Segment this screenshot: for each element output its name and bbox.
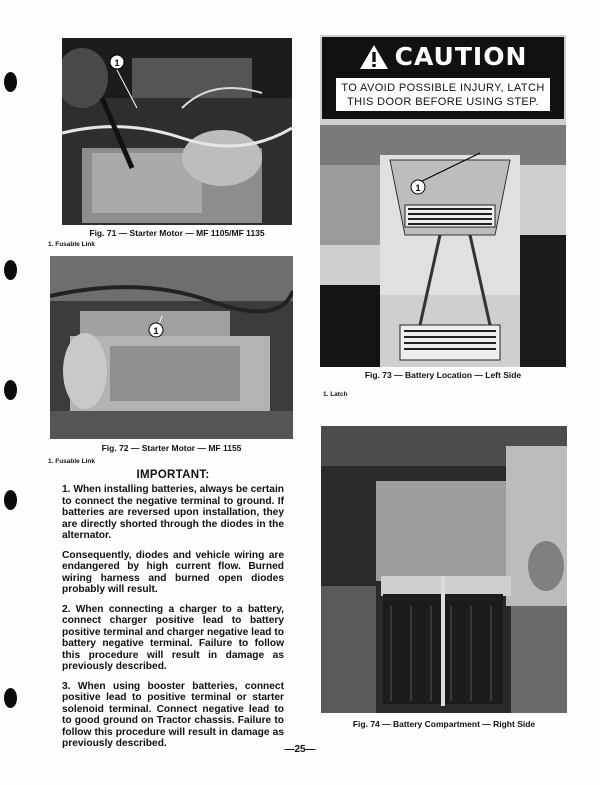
fig-73-callout: 1	[415, 183, 421, 193]
binder-hole	[4, 72, 17, 92]
important-text	[62, 484, 284, 758]
fig-71-caption: Fig. 71 — Starter Motor — MF 1105/MF 1135	[89, 228, 265, 238]
warning-triangle-icon	[359, 44, 389, 70]
caution-title: CAUTION	[394, 42, 528, 71]
binder-hole	[4, 688, 17, 708]
fig-72-legend: 1. Fusable Link	[48, 458, 95, 465]
paragraph: 3. When using booster batteries, connect positive lead to positive terminal or starter solenoid terminal. Connect negative lead to to good ground on Tractor chassis. Failure to follow this procedure will result in damage as previously described.	[62, 680, 284, 749]
fig-72-caption: Fig. 72 — Starter Motor — MF 1155	[101, 443, 242, 453]
page-number: —25—	[284, 744, 316, 755]
caution-line: THIS DOOR BEFORE USING STEP.	[347, 96, 539, 108]
binder-hole	[4, 380, 17, 400]
fig-72-photo	[50, 256, 293, 439]
fig-74-caption: Fig. 74 — Battery Compartment — Right Side	[352, 719, 536, 729]
caution-banner	[322, 37, 564, 76]
fig-72-callout: 1	[153, 326, 159, 336]
important-heading: IMPORTANT:	[136, 469, 210, 481]
paragraph: Consequently, diodes and vehicle wiring are endangered by high current flow. Burned wiring harness and burned open diodes probably will result.	[62, 549, 284, 595]
fig-74-photo	[321, 426, 567, 713]
fig-71-legend: 1. Fusable Link	[48, 241, 95, 248]
binder-hole	[4, 490, 17, 510]
fig-73-caption: Fig. 73 — Battery Location — Left Side	[364, 370, 522, 380]
caution-line: TO AVOID POSSIBLE INJURY, LATCH	[341, 82, 545, 94]
binder-hole	[4, 260, 17, 280]
fig-73-legend: 1. Latch	[323, 391, 348, 398]
paragraph: 1. When installing batteries, always be certain to connect the negative terminal to ground. If batteries are reversed upon installation, they are directly shorted through the diodes in the alternator.	[62, 484, 284, 541]
caution-message	[336, 78, 550, 111]
fig-71-photo	[62, 38, 292, 225]
paragraph: 2. When connecting a charger to a battery, connect charger positive lead to battery positive terminal and charger negative lead to battery negative terminal. Failure to follow this procedure will result in damage as previously described.	[62, 603, 284, 672]
fig-71-callout: 1	[114, 58, 120, 68]
caution-sign	[322, 37, 564, 119]
